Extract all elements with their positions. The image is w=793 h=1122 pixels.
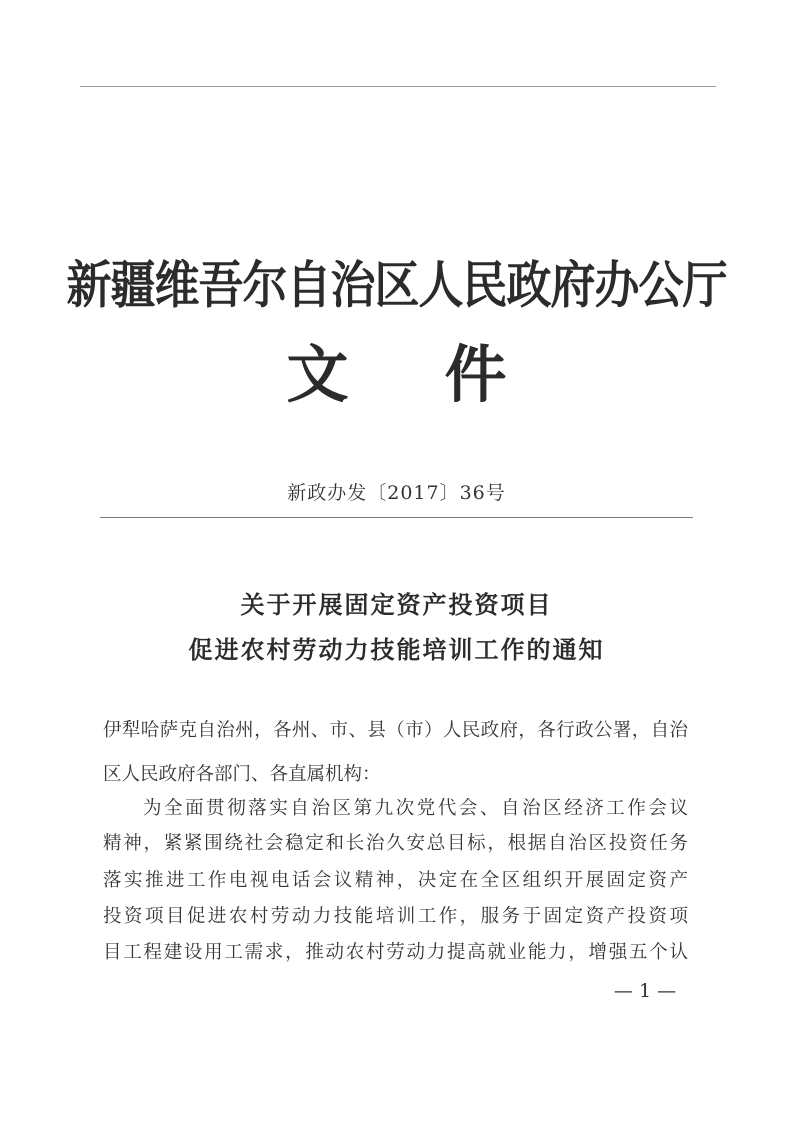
issuer-name: 新疆维吾尔自治区人民政府办公厅 (66, 255, 727, 315)
document-number-divider (100, 517, 693, 518)
recipients-line-1: 伊犁哈萨克自治州，各州、市、县（市）人民政府，各行政公署，自治 (103, 720, 688, 741)
paragraph-line: 为全面贯彻落实自治区第九次党代会、自治区经济工作会议 (143, 798, 688, 819)
document-type: 文件 (286, 338, 603, 411)
header-divider (80, 86, 716, 87)
paragraph-line: 落实推进工作电视电话会议精神，决定在全区组织开展固定资产 (103, 870, 688, 891)
page-number: — 1 — (613, 980, 677, 1002)
notice-title-line-2: 促进农村劳动力技能培训工作的通知 (188, 635, 605, 664)
paragraph-line: 目工程建设用工需求，推动农村劳动力提高就业能力，增强五个认 (103, 942, 688, 963)
paragraph-line: 投资项目促进农村劳动力技能培训工作，服务于固定资产投资项 (103, 906, 688, 927)
paragraph-line: 精神，紧紧围绕社会稳定和长治久安总目标，根据自治区投资任务 (103, 833, 688, 854)
recipients-line-2: 区人民政府各部门、各直属机构： (103, 764, 381, 785)
notice-title-line-1: 关于开展固定资产投资项目 (240, 590, 553, 619)
document-number: 新政办发〔2017〕36号 (287, 482, 506, 504)
